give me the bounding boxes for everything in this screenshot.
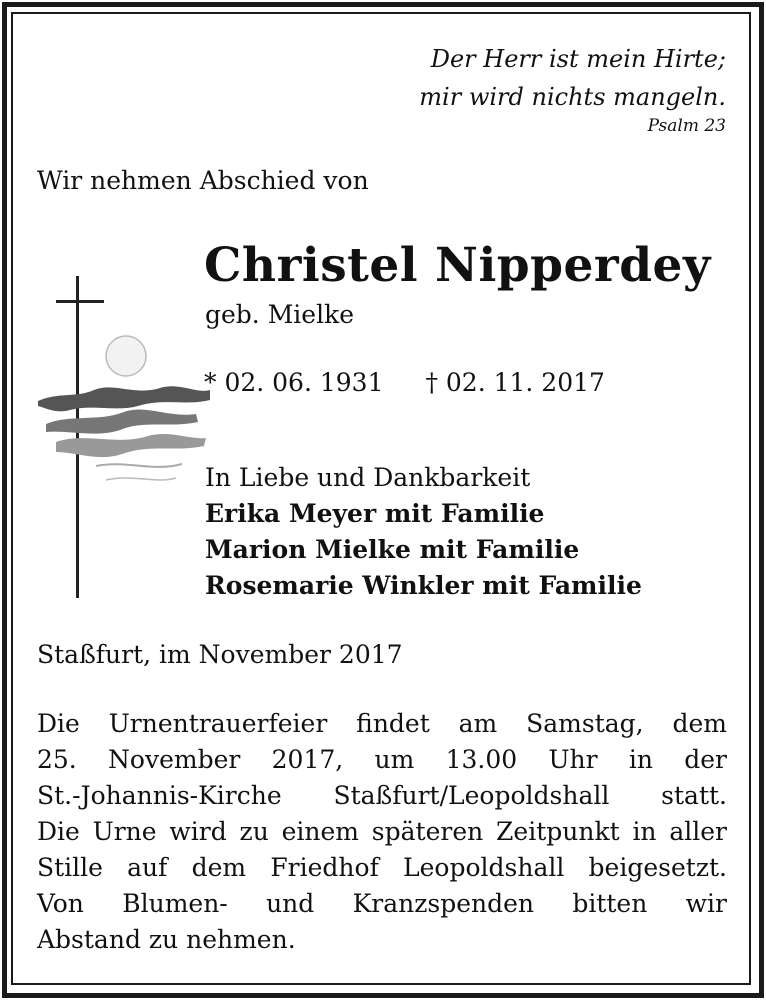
notice-line: 25. November 2017, um 13.00 Uhr in der xyxy=(37,745,727,774)
mourners-block xyxy=(205,460,642,604)
psalm-line-2: mir wird nichts mangeln. xyxy=(419,83,726,111)
intro-text: Wir nehmen Abschied von xyxy=(37,166,369,195)
life-dates xyxy=(204,368,605,397)
place-date: Staßfurt, im November 2017 xyxy=(37,640,403,669)
notice-line: Von Blumen- und Kranzspenden bitten wir xyxy=(37,889,727,918)
death-date: † 02. 11. 2017 xyxy=(425,368,605,397)
notice-line: Die Urnentrauerfeier findet am Samstag, dem xyxy=(37,709,727,738)
notice-line: St.-Johannis-Kirche Staßfurt/Leopoldshall statt. xyxy=(37,781,727,810)
mourner-name: Erika Meyer mit Familie xyxy=(205,499,545,528)
mourner-name: Rosemarie Winkler mit Familie xyxy=(205,571,642,600)
notice-line: Die Urne wird zu einem späteren Zeitpunkt in aller xyxy=(37,817,727,846)
psalm-reference: Psalm 23 xyxy=(647,116,726,136)
sun-icon xyxy=(106,336,146,376)
birth-date: * 02. 06. 1931 xyxy=(204,368,384,397)
psalm-quote xyxy=(419,40,726,136)
mourner-name: Marion Mielke mit Familie xyxy=(205,535,580,564)
funeral-notice xyxy=(37,706,727,958)
cross-icon xyxy=(56,276,104,598)
mountains-icon xyxy=(38,386,210,411)
maiden-name: geb. Mielke xyxy=(205,300,355,329)
deceased-name: Christel Nipperdey xyxy=(204,238,711,293)
mourners-intro: In Liebe und Dankbarkeit xyxy=(205,463,531,492)
cross-landscape-image xyxy=(36,276,216,606)
notice-line: Stille auf dem Friedhof Leopoldshall beigesetzt. xyxy=(37,853,727,882)
notice-line: Abstand zu nehmen. xyxy=(37,925,296,954)
psalm-line-1: Der Herr ist mein Hirte; xyxy=(430,45,726,73)
